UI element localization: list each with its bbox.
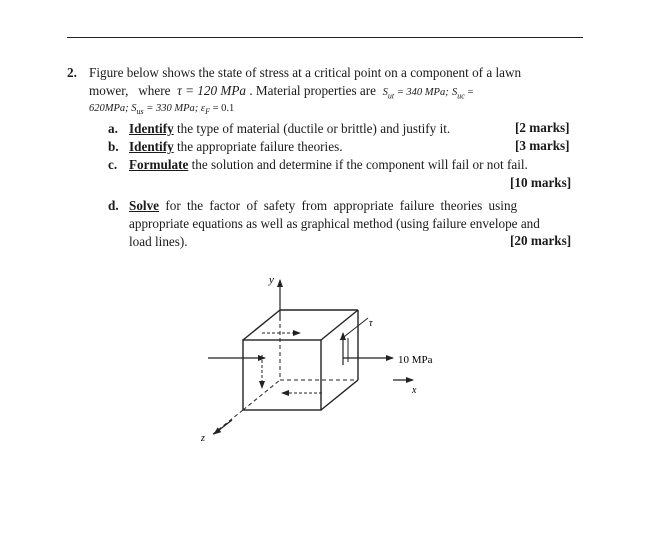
x-axis-label: x <box>412 385 417 396</box>
z-axis-label: z <box>201 433 205 444</box>
z-axis-line <box>213 410 243 434</box>
question-properties-line3: 620MPa; $S_{us} = 330$ MPa; $\varepsilon_F = 0.1$ <box>89 103 235 117</box>
part-a-marks: [2 marks] <box>515 120 570 135</box>
y-axis-label: y <box>269 274 274 286</box>
part-b-text: Identify the appropriate failure theories. <box>129 139 343 154</box>
part-b-marks: [3 marks] <box>515 138 570 153</box>
cube-edge <box>243 310 280 340</box>
question-intro-line1: Figure below shows the state of stress at a critical point on a component of a lawn <box>89 65 522 80</box>
part-a-text: Identify the type of material (ductile or brittle) and justify it. <box>129 121 451 136</box>
part-c-letter: c. <box>108 157 118 172</box>
part-d-letter: d. <box>108 198 119 213</box>
part-d-text-line1: Solve for the factor of safety from appropriate failure theories using <box>129 198 518 213</box>
tau-label: τ <box>369 318 373 329</box>
question-intro-line2: mower, where τ = 120 MPa . Material properties are $S_{ut} = 340$ MPa; $S_{uc}$ = <box>89 83 474 101</box>
part-d-text-line2: appropriate equations as well as graphical method (using failure envelope and <box>129 216 540 231</box>
cube-edge <box>321 310 358 340</box>
question-number: 2. <box>67 65 77 80</box>
part-b-letter: b. <box>108 139 119 154</box>
part-a-letter: a. <box>108 121 118 136</box>
part-d-text-line3: load lines). <box>129 234 188 249</box>
part-d-marks: [20 marks] <box>510 233 572 248</box>
stress-magnitude-label: 10 MPa <box>398 354 433 366</box>
tau-leader-line <box>340 318 368 340</box>
part-c-marks: [10 marks] <box>510 175 572 190</box>
cube-edge <box>321 380 358 410</box>
top-rule <box>67 37 583 38</box>
cube-front-face <box>243 340 321 410</box>
cube-hidden-edge <box>243 380 280 410</box>
z-axis-arrow <box>214 420 232 434</box>
part-c-text: Formulate the solution and determine if the component will fail or not fail. <box>129 157 528 172</box>
